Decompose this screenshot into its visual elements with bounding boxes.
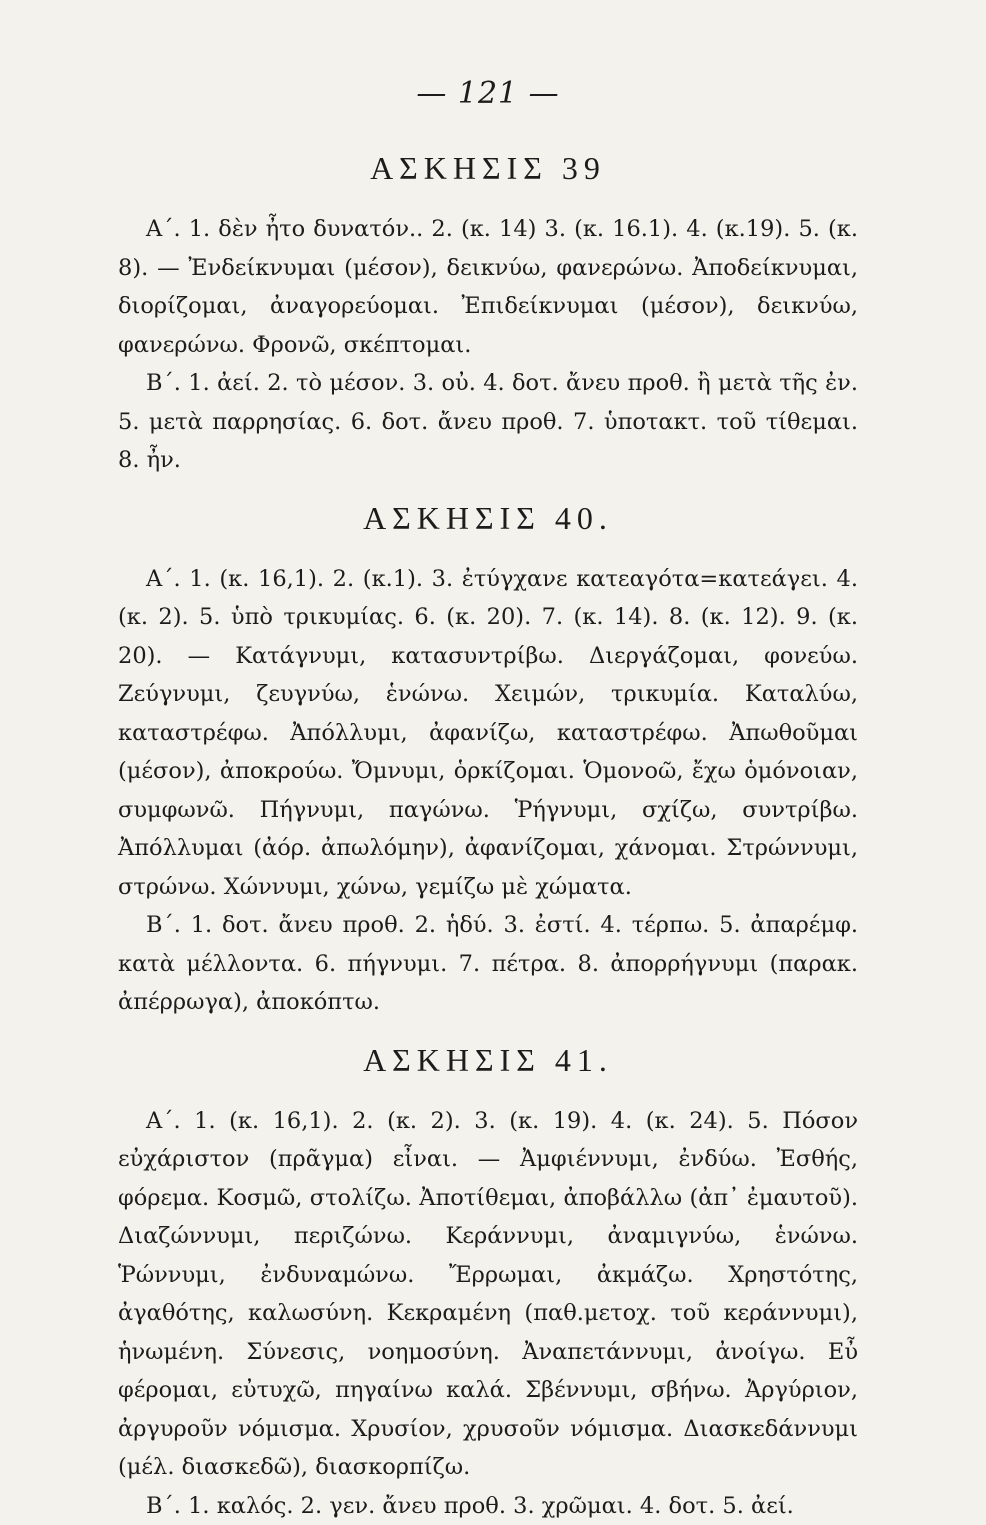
exercise-heading: ΑΣΚΗΣΙΣ 40. — [118, 498, 858, 538]
exercise-41 — [118, 1040, 858, 1525]
exercise-heading: ΑΣΚΗΣΙΣ 39 — [118, 148, 858, 188]
exercise-paragraph: Α΄. 1. (κ. 16,1). 2. (κ.1). 3. ἐτύγχανε κατεαγότα=κατεάγει. 4. (κ. 2). 5. ὑπὸ τρικυμίας. 6. (κ. 20). 7. (κ. 14). 8. (κ. 12). 9. (κ. 20). — Κατάγνυμι, κατασυντρίβω. Διεργάζομαι, φονεύω. Ζεύγνυμι, ζευγνύω, ἑνώνω. Χειμών, τρικυμία. Καταλύω, καταστρέφω. Ἀπόλλυμι, ἀφανίζω, καταστρέφω. Ἀπωθοῦμαι (μέσον), ἀποκρούω. Ὄμνυμι, ὁρκίζομαι. Ὁμονοῶ, ἔχω ὁμόνοιαν, συμφωνῶ. Πήγνυμι, παγώνω. Ῥήγνυμι, σχίζω, συντρίβω. Ἀπόλλυμαι (ἀόρ. ἀπωλόμην), ἀφανίζομαι, χάνομαι. Στρώννυμι, στρώνω. Χώννυμι, χώνω, γεμίζω μὲ χώματα. — [118, 560, 858, 907]
exercise-paragraph: Β΄. 1. καλός. 2. γεν. ἄνευ προθ. 3. χρῶμαι. 4. δοτ. 5. ἀεί. — [118, 1487, 858, 1525]
exercise-paragraph: Β΄. 1. δοτ. ἄνευ προθ. 2. ἡδύ. 3. ἐστί. 4. τέρπω. 5. ἀπαρέμφ. κατὰ μέλλοντα. 6. πήγνυμι. 7. πέτρα. 8. ἀπορρήγνυμι (παρακ. ἀπέρρωγα), ἀποκόπτω. — [118, 906, 858, 1022]
exercise-heading: ΑΣΚΗΣΙΣ 41. — [118, 1040, 858, 1080]
exercise-paragraph: Β΄. 1. ἀεί. 2. τὸ μέσον. 3. οὐ. 4. δοτ. ἄνευ προθ. ἢ μετὰ τῆς ἐν. 5. μετὰ παρρησίας. 6. δοτ. ἄνευ προθ. 7. ὑποτακτ. τοῦ τίθεμαι. 8. ἦν. — [118, 364, 858, 480]
exercise-paragraph: Α΄. 1. δὲν ἦτο δυνατόν.. 2. (κ. 14) 3. (κ. 16.1). 4. (κ.19). 5. (κ. 8). — Ἐνδείκνυμαι (μέσον), δεικνύω, φανερώνω. Ἀποδείκνυμαι, διορίζομαι, ἀναγορεύομαι. Ἐπιδείκνυμαι (μέσον), δεικνύω, φανερώνω. Φρονῶ, σκέπτομαι. — [118, 210, 858, 364]
page-number: — 121 — — [118, 74, 858, 114]
exercise-39 — [118, 148, 858, 480]
exercise-40 — [118, 498, 858, 1022]
exercise-paragraph: Α΄. 1. (κ. 16,1). 2. (κ. 2). 3. (κ. 19). 4. (κ. 24). 5. Πόσον εὐχάριστον (πρᾶγμα) εἶναι. — Ἀμφιέννυμι, ἐνδύω. Ἐσθής, φόρεμα. Κοσμῶ, στολίζω. Ἀποτίθεμαι, ἀποβάλλω (ἀπ᾽ ἐμαυτοῦ). Διαζώννυμι, περιζώνω. Κεράννυμι, ἀναμιγνύω, ἑνώνω. Ῥώννυμι, ἐνδυναμώνω. Ἔρρωμαι, ἀκμάζω. Χρηστότης, ἀγαθότης, καλωσύνη. Κεκραμένη (παθ.μετοχ. τοῦ κεράννυμι), ἡνωμένη. Σύνεσις, νοημοσύνη. Ἀναπετάννυμι, ἀνοίγω. Εὖ φέρομαι, εὐτυχῶ, πηγαίνω καλά. Σβέννυμι, σβήνω. Ἀργύριον, ἀργυροῦν νόμισμα. Χρυσίον, χρυσοῦν νόμισμα. Διασκεδάννυμι (μέλ. διασκεδῶ), διασκορπίζω. — [118, 1102, 858, 1487]
